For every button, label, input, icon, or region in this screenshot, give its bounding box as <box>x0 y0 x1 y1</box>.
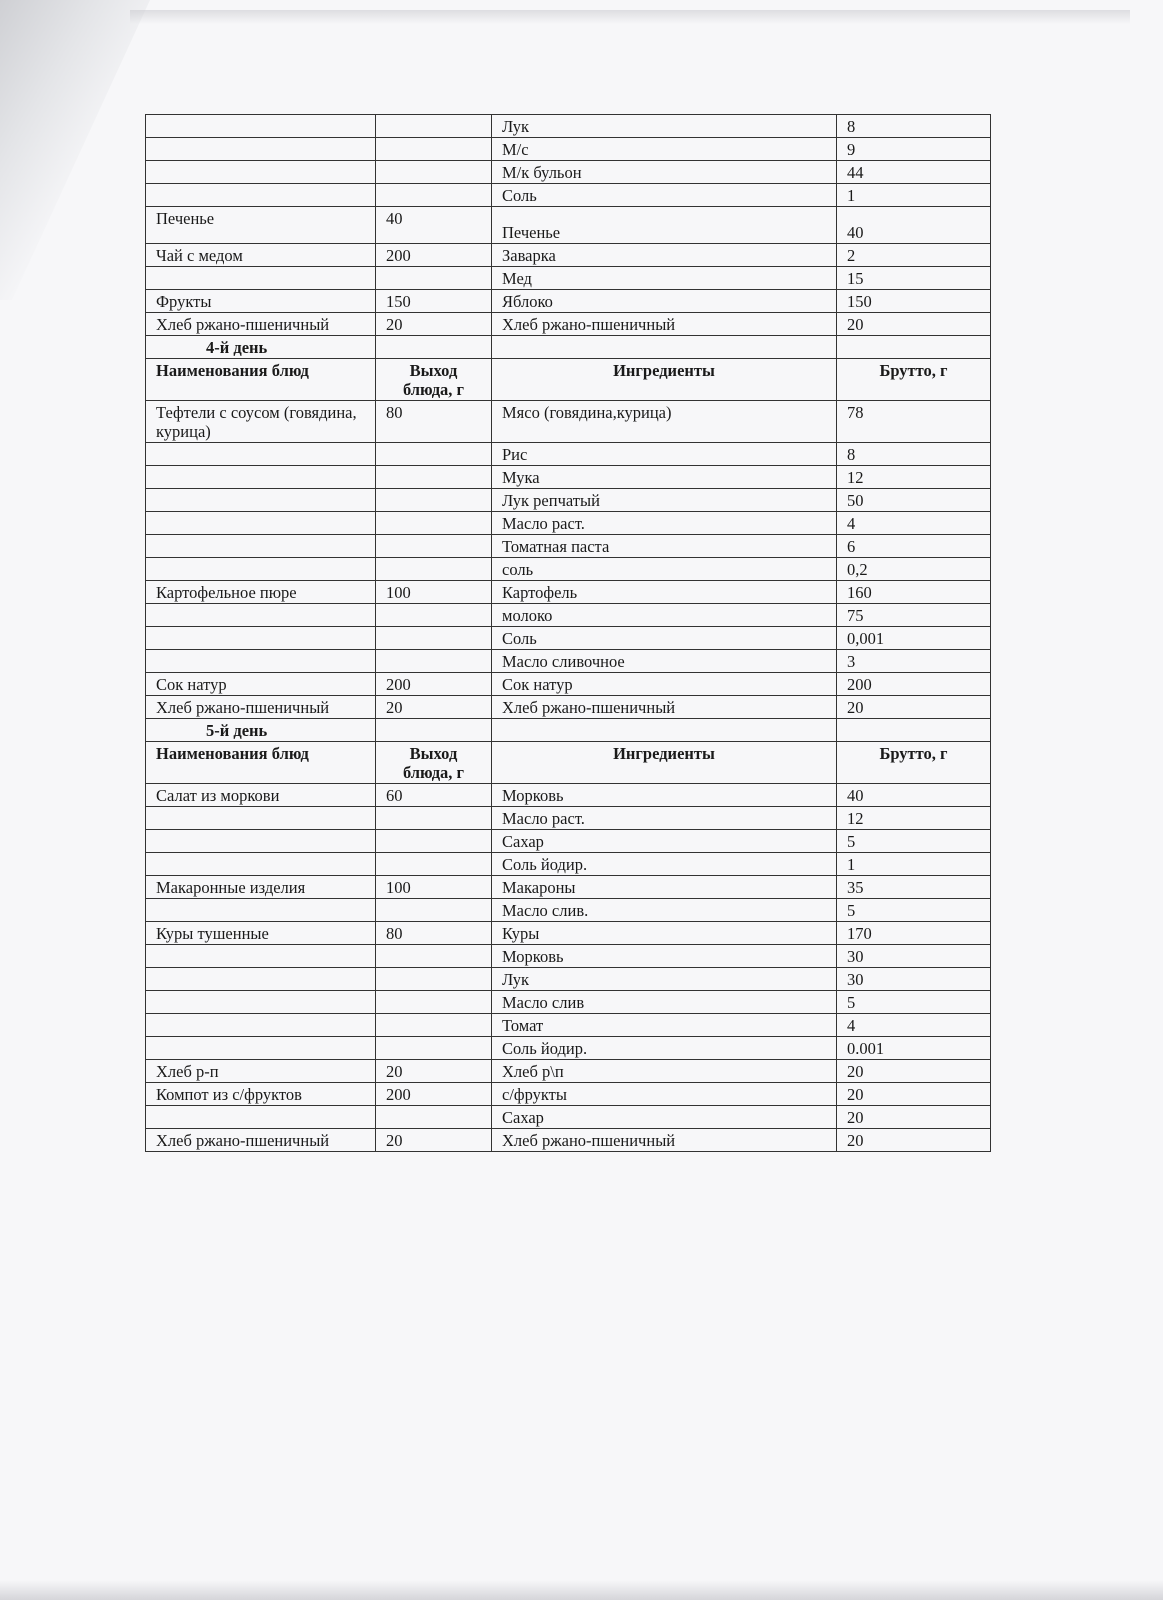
dish-name-cell <box>146 945 376 968</box>
ingredient-cell: Томатная паста <box>492 535 837 558</box>
ingredient-cell: соль <box>492 558 837 581</box>
dish-name-cell <box>146 853 376 876</box>
ingredient-cell: Сахар <box>492 830 837 853</box>
ingredient-cell: Рис <box>492 443 837 466</box>
dish-yield-cell <box>376 115 492 138</box>
gross-weight-cell: 20 <box>837 1060 991 1083</box>
header-ingredients: Ингредиенты <box>492 359 837 401</box>
ingredient-cell: Масло сливочное <box>492 650 837 673</box>
gross-weight-cell: 20 <box>837 1106 991 1129</box>
dish-yield-cell <box>376 807 492 830</box>
ingredient-cell: Масло слив. <box>492 899 837 922</box>
dish-name-cell: Печенье <box>146 207 376 244</box>
table-row <box>146 1129 991 1152</box>
ingredient-cell: с/фрукты <box>492 1083 837 1106</box>
dish-name-cell <box>146 466 376 489</box>
table-row <box>146 207 991 244</box>
header-gross-weight: Брутто, г <box>837 742 991 784</box>
gross-weight-cell: 0,001 <box>837 627 991 650</box>
dish-yield-cell: 150 <box>376 290 492 313</box>
dish-name-cell: Компот из с/фруктов <box>146 1083 376 1106</box>
ingredient-cell: молоко <box>492 604 837 627</box>
gross-weight-cell: 75 <box>837 604 991 627</box>
empty-cell <box>376 719 492 742</box>
dish-name-cell: Чай с медом <box>146 244 376 267</box>
table-row <box>146 535 991 558</box>
dish-yield-cell <box>376 853 492 876</box>
ingredient-cell: Заварка <box>492 244 837 267</box>
table-row <box>146 991 991 1014</box>
table-row <box>146 853 991 876</box>
header-dish-yield: Выход блюда, г <box>376 359 492 401</box>
gross-weight-cell: 44 <box>837 161 991 184</box>
dish-yield-cell <box>376 512 492 535</box>
table-row <box>146 1083 991 1106</box>
gross-weight-cell: 2 <box>837 244 991 267</box>
ingredient-cell: М/к бульон <box>492 161 837 184</box>
ingredient-cell: М/с <box>492 138 837 161</box>
gross-weight-cell: 40 <box>837 207 991 244</box>
dish-name-cell: Хлеб ржано-пшеничный <box>146 1129 376 1152</box>
gross-weight-cell: 20 <box>837 1129 991 1152</box>
dish-yield-cell: 100 <box>376 581 492 604</box>
gross-weight-cell: 4 <box>837 1014 991 1037</box>
table-row <box>146 784 991 807</box>
table-row <box>146 968 991 991</box>
ingredient-cell: Морковь <box>492 945 837 968</box>
ingredient-cell: Масло раст. <box>492 512 837 535</box>
dish-yield-cell <box>376 466 492 489</box>
ingredient-cell: Соль йодир. <box>492 1037 837 1060</box>
day-label-row <box>146 719 991 742</box>
dish-name-cell: Куры тушенные <box>146 922 376 945</box>
gross-weight-cell: 9 <box>837 138 991 161</box>
gross-weight-cell: 12 <box>837 807 991 830</box>
dish-yield-cell: 200 <box>376 244 492 267</box>
ingredient-cell: Лук репчатый <box>492 489 837 512</box>
dish-name-cell <box>146 1106 376 1129</box>
dish-yield-cell: 80 <box>376 922 492 945</box>
header-gross-weight: Брутто, г <box>837 359 991 401</box>
dish-yield-cell: 20 <box>376 1129 492 1152</box>
empty-cell <box>492 719 837 742</box>
ingredient-cell: Картофель <box>492 581 837 604</box>
dish-yield-cell <box>376 945 492 968</box>
dish-yield-cell <box>376 627 492 650</box>
dish-name-cell: Макаронные изделия <box>146 876 376 899</box>
ingredient-cell: Мед <box>492 267 837 290</box>
table-row <box>146 512 991 535</box>
table-row <box>146 138 991 161</box>
dish-name-cell <box>146 115 376 138</box>
gross-weight-cell: 5 <box>837 899 991 922</box>
dish-name-cell: Сок натур <box>146 673 376 696</box>
table-row <box>146 1060 991 1083</box>
ingredient-cell: Хлеб р\п <box>492 1060 837 1083</box>
table-row <box>146 466 991 489</box>
dish-name-cell <box>146 489 376 512</box>
gross-weight-cell: 160 <box>837 581 991 604</box>
table-row <box>146 1037 991 1060</box>
page-fold-shadow <box>0 0 150 300</box>
dish-yield-cell: 60 <box>376 784 492 807</box>
ingredient-cell: Макароны <box>492 876 837 899</box>
dish-yield-cell: 200 <box>376 1083 492 1106</box>
gross-weight-cell: 15 <box>837 267 991 290</box>
gross-weight-cell: 5 <box>837 991 991 1014</box>
table-row <box>146 922 991 945</box>
header-dish-name: Наименования блюд <box>146 742 376 784</box>
dish-name-cell: Хлеб ржано-пшеничный <box>146 313 376 336</box>
gross-weight-cell: 8 <box>837 115 991 138</box>
dish-name-cell <box>146 807 376 830</box>
dish-yield-cell <box>376 899 492 922</box>
dish-yield-cell <box>376 443 492 466</box>
gross-weight-cell: 20 <box>837 696 991 719</box>
dish-name-cell <box>146 1037 376 1060</box>
ingredient-cell: Сок натур <box>492 673 837 696</box>
dish-name-cell <box>146 830 376 853</box>
gross-weight-cell: 40 <box>837 784 991 807</box>
table-row <box>146 558 991 581</box>
gross-weight-cell: 150 <box>837 290 991 313</box>
ingredient-cell: Масло слив <box>492 991 837 1014</box>
dish-yield-cell <box>376 1037 492 1060</box>
table-header-row <box>146 359 991 401</box>
dish-yield-cell <box>376 161 492 184</box>
table-row <box>146 696 991 719</box>
empty-cell <box>837 719 991 742</box>
dish-yield-cell <box>376 650 492 673</box>
gross-weight-cell: 200 <box>837 673 991 696</box>
gross-weight-cell: 4 <box>837 512 991 535</box>
dish-yield-cell <box>376 535 492 558</box>
dish-yield-cell <box>376 604 492 627</box>
ingredient-cell: Соль <box>492 627 837 650</box>
dish-name-cell <box>146 558 376 581</box>
gross-weight-cell: 170 <box>837 922 991 945</box>
table-row <box>146 807 991 830</box>
gross-weight-cell: 0,2 <box>837 558 991 581</box>
dish-yield-cell: 20 <box>376 313 492 336</box>
ingredient-cell: Мука <box>492 466 837 489</box>
dish-yield-cell <box>376 1106 492 1129</box>
dish-name-cell: Фрукты <box>146 290 376 313</box>
table-row <box>146 1106 991 1129</box>
empty-cell <box>837 336 991 359</box>
gross-weight-cell: 20 <box>837 313 991 336</box>
dish-name-cell <box>146 991 376 1014</box>
dish-yield-cell: 80 <box>376 401 492 443</box>
gross-weight-cell: 3 <box>837 650 991 673</box>
table-row <box>146 313 991 336</box>
dish-name-cell: Хлеб р-п <box>146 1060 376 1083</box>
dish-name-cell <box>146 899 376 922</box>
table-row <box>146 184 991 207</box>
gross-weight-cell: 30 <box>837 968 991 991</box>
table-header-row <box>146 742 991 784</box>
dish-name-cell <box>146 968 376 991</box>
ingredient-cell: Масло раст. <box>492 807 837 830</box>
dish-yield-cell <box>376 558 492 581</box>
dish-yield-cell: 40 <box>376 207 492 244</box>
gross-weight-cell: 0.001 <box>837 1037 991 1060</box>
dish-name-cell <box>146 184 376 207</box>
table-row <box>146 876 991 899</box>
dish-yield-cell <box>376 138 492 161</box>
ingredient-cell: Печенье <box>492 207 837 244</box>
gross-weight-cell: 50 <box>837 489 991 512</box>
day-label: 5-й день <box>146 719 376 742</box>
dish-name-cell <box>146 1014 376 1037</box>
dish-yield-cell <box>376 489 492 512</box>
scan-bottom-edge <box>0 1580 1163 1600</box>
ingredient-cell: Яблоко <box>492 290 837 313</box>
dish-yield-cell <box>376 184 492 207</box>
ingredient-cell: Соль <box>492 184 837 207</box>
table-row <box>146 267 991 290</box>
gross-weight-cell: 20 <box>837 1083 991 1106</box>
table-row <box>146 673 991 696</box>
table-row <box>146 1014 991 1037</box>
table-row <box>146 115 991 138</box>
ingredient-cell: Морковь <box>492 784 837 807</box>
dish-yield-cell: 200 <box>376 673 492 696</box>
ingredient-cell: Куры <box>492 922 837 945</box>
gross-weight-cell: 1 <box>837 853 991 876</box>
scan-top-edge <box>130 10 1130 24</box>
dish-name-cell <box>146 161 376 184</box>
ingredient-cell: Сахар <box>492 1106 837 1129</box>
gross-weight-cell: 78 <box>837 401 991 443</box>
dish-name-cell <box>146 604 376 627</box>
dish-yield-cell <box>376 1014 492 1037</box>
table-row <box>146 161 991 184</box>
day-label-row <box>146 336 991 359</box>
ingredient-cell: Хлеб ржано-пшеничный <box>492 1129 837 1152</box>
dish-yield-cell: 100 <box>376 876 492 899</box>
dish-yield-cell: 20 <box>376 1060 492 1083</box>
table-row <box>146 830 991 853</box>
table-row <box>146 290 991 313</box>
dish-name-cell: Картофельное пюре <box>146 581 376 604</box>
ingredient-cell: Соль йодир. <box>492 853 837 876</box>
dish-yield-cell: 20 <box>376 696 492 719</box>
dish-name-cell <box>146 267 376 290</box>
gross-weight-cell: 8 <box>837 443 991 466</box>
ingredient-cell: Мясо (говядина,курица) <box>492 401 837 443</box>
dish-name-cell <box>146 138 376 161</box>
day-label: 4-й день <box>146 336 376 359</box>
table-row <box>146 489 991 512</box>
table-row <box>146 604 991 627</box>
gross-weight-cell: 30 <box>837 945 991 968</box>
dish-name-cell: Хлеб ржано-пшеничный <box>146 696 376 719</box>
gross-weight-cell: 12 <box>837 466 991 489</box>
header-dish-yield: Выход блюда, г <box>376 742 492 784</box>
dish-name-cell <box>146 443 376 466</box>
ingredient-cell: Томат <box>492 1014 837 1037</box>
gross-weight-cell: 35 <box>837 876 991 899</box>
ingredient-cell: Лук <box>492 968 837 991</box>
dish-name-cell <box>146 535 376 558</box>
table-row <box>146 627 991 650</box>
table-row <box>146 244 991 267</box>
empty-cell <box>492 336 837 359</box>
dish-yield-cell <box>376 267 492 290</box>
dish-name-cell: Салат из моркови <box>146 784 376 807</box>
gross-weight-cell: 6 <box>837 535 991 558</box>
dish-yield-cell <box>376 830 492 853</box>
ingredient-cell: Хлеб ржано-пшеничный <box>492 696 837 719</box>
menu-table-body <box>146 115 991 1152</box>
dish-name-cell <box>146 512 376 535</box>
table-row <box>146 650 991 673</box>
table-row <box>146 945 991 968</box>
gross-weight-cell: 1 <box>837 184 991 207</box>
gross-weight-cell: 5 <box>837 830 991 853</box>
menu-table <box>145 114 991 1152</box>
dish-name-cell <box>146 650 376 673</box>
ingredient-cell: Лук <box>492 115 837 138</box>
header-ingredients: Ингредиенты <box>492 742 837 784</box>
empty-cell <box>376 336 492 359</box>
header-dish-name: Наименования блюд <box>146 359 376 401</box>
ingredient-cell: Хлеб ржано-пшеничный <box>492 313 837 336</box>
table-row <box>146 581 991 604</box>
table-row <box>146 899 991 922</box>
dish-yield-cell <box>376 968 492 991</box>
table-row <box>146 443 991 466</box>
table-row <box>146 401 991 443</box>
dish-name-cell <box>146 627 376 650</box>
dish-name-cell: Тефтели с соусом (говядина, курица) <box>146 401 376 443</box>
dish-yield-cell <box>376 991 492 1014</box>
